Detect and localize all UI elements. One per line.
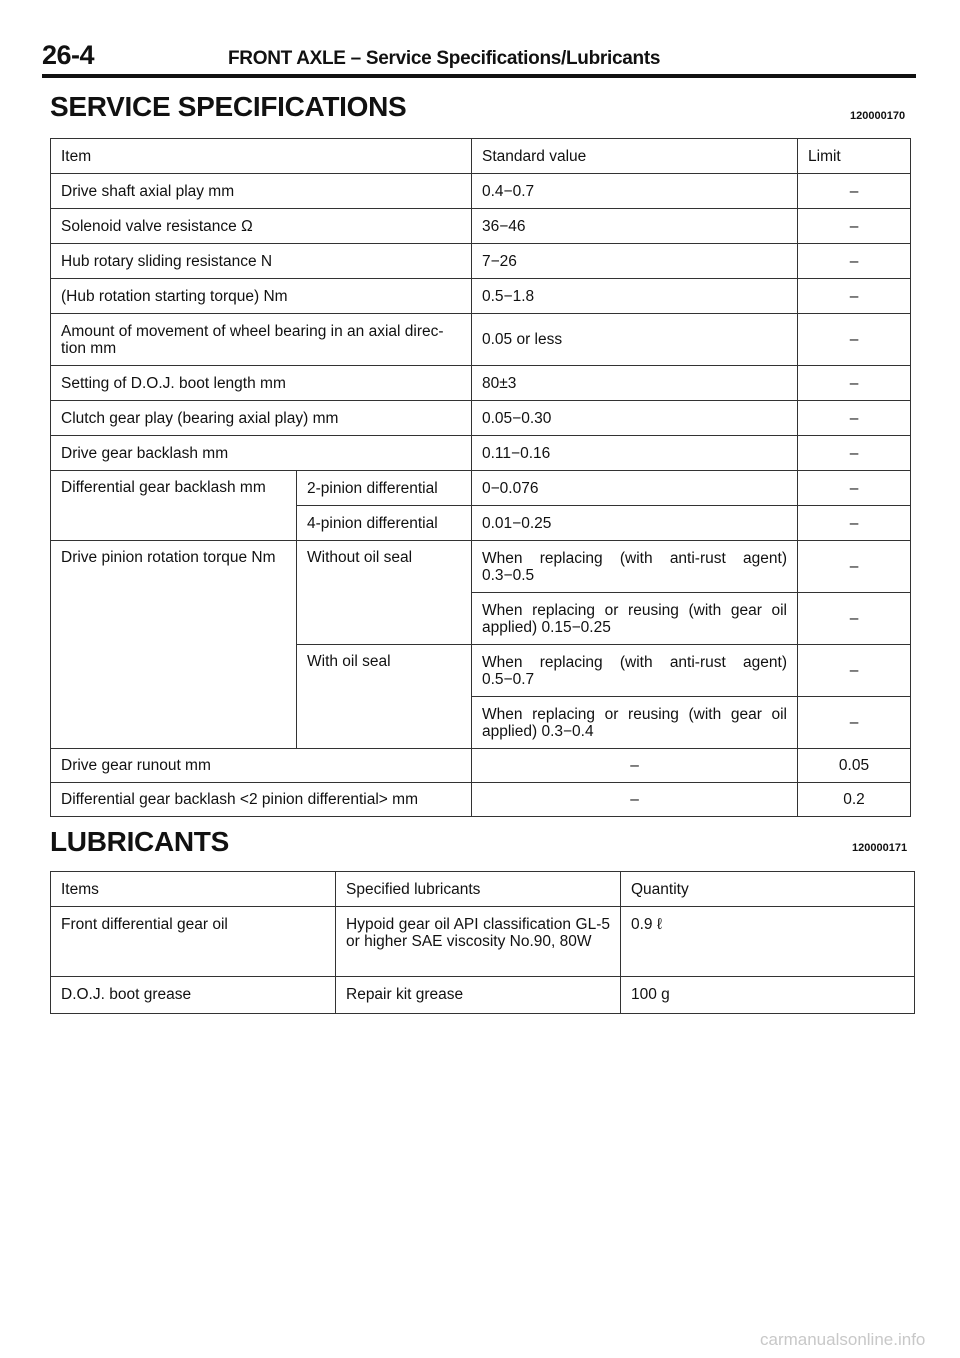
page-header — [42, 34, 918, 80]
lubricants-code: 120000171 — [852, 842, 908, 854]
table-row — [51, 366, 911, 401]
standard-cell: When replacing (with anti-rust agent) 0.5−0.7 — [472, 645, 798, 697]
limit-cell: – — [798, 593, 911, 645]
limit-cell: – — [798, 401, 911, 436]
service-specifications-table — [50, 138, 911, 817]
limit-cell: 0.2 — [798, 783, 911, 817]
table-row — [51, 977, 915, 1014]
table-row — [51, 436, 911, 471]
limit-cell: – — [798, 209, 911, 244]
sub-item-cell: 4-pinion differential — [297, 506, 472, 541]
table-header-row — [51, 872, 915, 907]
limit-cell: – — [798, 314, 911, 366]
standard-cell: 0−0.076 — [472, 471, 798, 506]
service-specifications-title: SERVICE SPECIFICATIONS — [50, 91, 407, 122]
item-cell: D.O.J. boot grease — [51, 977, 336, 1014]
table-row — [51, 209, 911, 244]
standard-cell: 0.4−0.7 — [472, 174, 798, 209]
table-row — [51, 279, 911, 314]
limit-cell: – — [798, 279, 911, 314]
table-row — [51, 907, 915, 977]
standard-cell: 80±3 — [472, 366, 798, 401]
header-item: Item — [51, 139, 472, 174]
standard-cell: – — [472, 783, 798, 817]
service-specifications-code: 120000170 — [850, 110, 906, 122]
limit-cell: 0.05 — [798, 749, 911, 783]
standard-cell: 7−26 — [472, 244, 798, 279]
table-row — [51, 174, 911, 209]
table-row — [51, 244, 911, 279]
header-limit: Limit — [798, 139, 911, 174]
standard-cell: 0.05 or less — [472, 314, 798, 366]
limit-cell: – — [798, 244, 911, 279]
limit-cell: – — [798, 366, 911, 401]
standard-cell: When replacing or reusing (with gear oil applied) 0.3−0.4 — [472, 697, 798, 749]
item-cell: Drive pinion rotation torque Nm — [51, 541, 297, 749]
limit-cell: – — [798, 697, 911, 749]
sub-item-cell: With oil seal — [297, 645, 472, 749]
header-items: Items — [51, 872, 336, 907]
item-cell: Drive shaft axial play mm — [51, 174, 472, 209]
standard-cell: 0.05−0.30 — [472, 401, 798, 436]
header-standard-value: Standard value — [472, 139, 798, 174]
lubricant-cell: Repair kit grease — [336, 977, 621, 1014]
item-cell: Solenoid valve resistance Ω — [51, 209, 472, 244]
standard-cell: 0.11−0.16 — [472, 436, 798, 471]
table-row — [51, 541, 911, 593]
item-cell: Front differential gear oil — [51, 907, 336, 977]
item-cell: Clutch gear play (bearing axial play) mm — [51, 401, 472, 436]
quantity-cell: 0.9 ℓ — [621, 907, 915, 977]
limit-cell: – — [798, 506, 911, 541]
header-quantity: Quantity — [621, 872, 915, 907]
standard-cell: When replacing (with anti-rust agent) 0.3−0.5 — [472, 541, 798, 593]
standard-cell: 36−46 — [472, 209, 798, 244]
item-cell: Setting of D.O.J. boot length mm — [51, 366, 472, 401]
item-cell: Hub rotary sliding resistance N — [51, 244, 472, 279]
item-cell: (Hub rotation starting torque) Nm — [51, 279, 472, 314]
limit-cell: – — [798, 645, 911, 697]
limit-cell: – — [798, 471, 911, 506]
standard-cell: 0.01−0.25 — [472, 506, 798, 541]
table-row — [51, 749, 911, 783]
page-title: FRONT AXLE – Service Specifications/Lubricants — [228, 48, 661, 69]
table-row — [51, 401, 911, 436]
header-rule — [42, 74, 916, 78]
standard-cell: 0.5−1.8 — [472, 279, 798, 314]
standard-cell: – — [472, 749, 798, 783]
table-row — [51, 783, 911, 817]
item-cell: Differential gear backlash mm — [51, 471, 297, 541]
lubricant-cell: Hypoid gear oil API classification GL-5 or higher SAE viscosity No.90, 80W — [336, 907, 621, 977]
watermark: carmanualsonline.info — [760, 1330, 926, 1349]
limit-cell: – — [798, 174, 911, 209]
item-cell: Differential gear backlash <2 pinion differential> mm — [51, 783, 472, 817]
sub-item-cell: 2-pinion differential — [297, 471, 472, 506]
item-cell: Drive gear backlash mm — [51, 436, 472, 471]
limit-cell: – — [798, 541, 911, 593]
header-specified-lubricants: Specified lubricants — [336, 872, 621, 907]
limit-cell: – — [798, 436, 911, 471]
table-header-row — [51, 139, 911, 174]
lubricants-table — [50, 871, 915, 1014]
sub-item-cell: Without oil seal — [297, 541, 472, 645]
item-cell: Amount of movement of wheel bearing in an axial direc- tion mm — [51, 314, 472, 366]
standard-cell: When replacing or reusing (with gear oil applied) 0.15−0.25 — [472, 593, 798, 645]
page-number: 26-4 — [42, 40, 95, 70]
lubricants-title: LUBRICANTS — [50, 826, 229, 857]
quantity-cell: 100 g — [621, 977, 915, 1014]
item-cell: Drive gear runout mm — [51, 749, 472, 783]
table-row — [51, 314, 911, 366]
table-row — [51, 471, 911, 506]
